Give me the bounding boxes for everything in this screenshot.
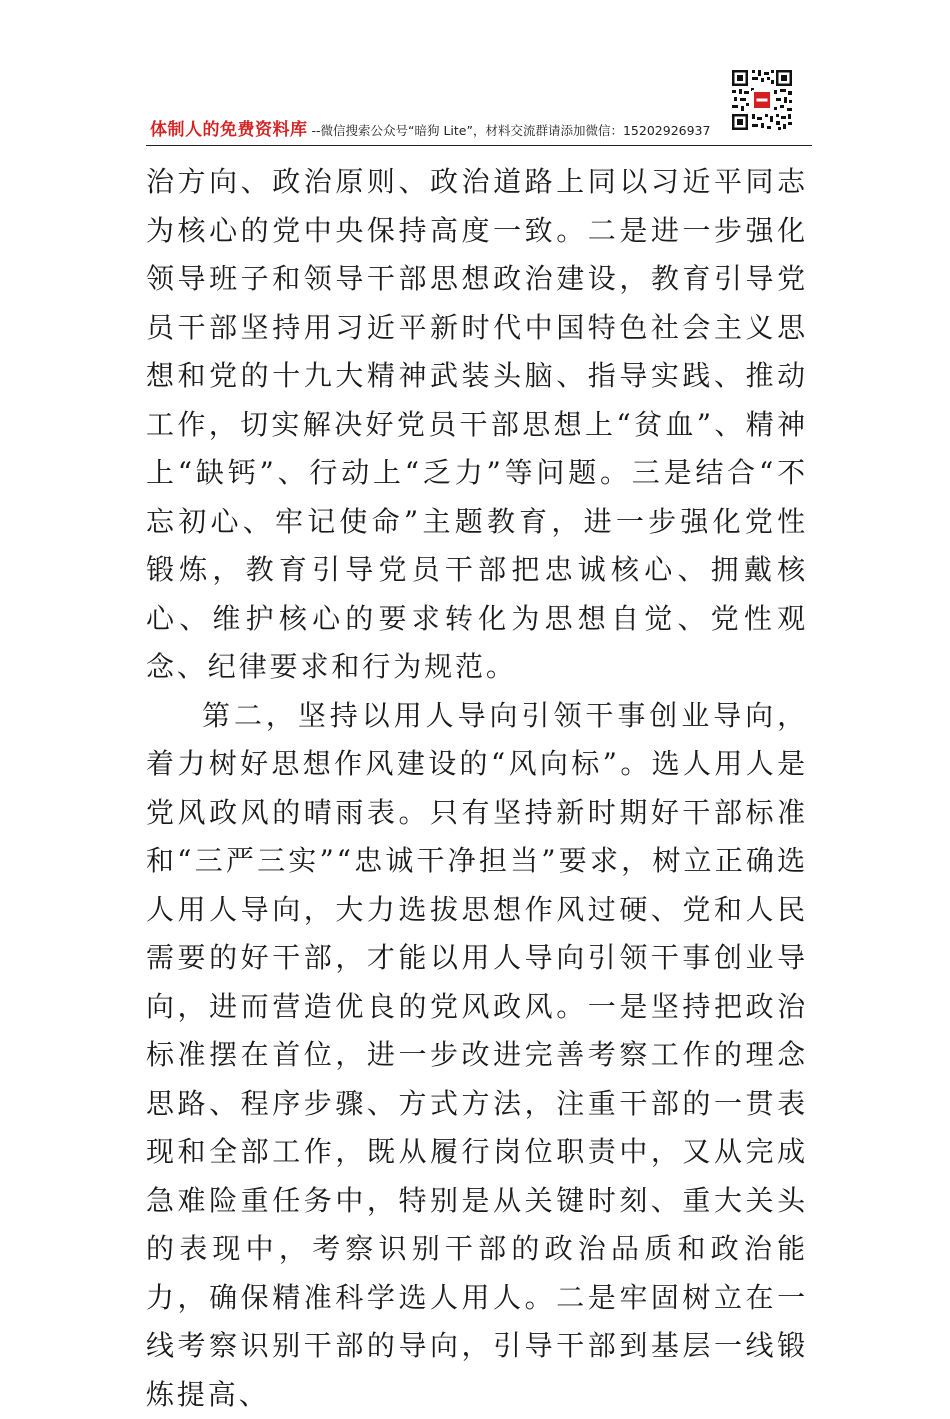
header-text-line xyxy=(150,120,710,141)
paragraph-second-point: 第二，坚持以用人导向引领干事创业导向，着力树好思想作风建设的“风向标”。选人用人是党风政风的晴雨表。只有坚持新时期好干部标准和“三严三实”“忠诚干净担当”要求，树立正确选人用人导向，大力选拔思想作风过硬、党和人民需要的好干部，才能以用人导向引领干事创业导向，进而营造优良的党风政风。一是坚持把政治标准摆在首位，进一步改进完善考察工作的理念思路、程序步骤、方式方法，注重干部的一贯表现和全部工作，既从履行岗位职责中，又从完成急难险重任务中，特别是从关键时刻、重大关头的表现中，考察识别干部的政治品质和政治能力，确保精准科学选人用人。二是牢固树立在一线考察识别干部的导向，引导干部到基层一线锻炼提高、 xyxy=(146,692,808,1419)
header-divider xyxy=(146,145,812,146)
qr-code-icon[interactable] xyxy=(730,68,794,132)
brand-title: 体制人的免费资料库 xyxy=(150,120,308,140)
header-tagline: --微信搜索公众号“暗狗 Lite”，材料交流群请添加微信：15202926937 xyxy=(312,123,711,138)
page-header xyxy=(146,68,812,146)
document-body xyxy=(146,158,808,1419)
paragraph-continued: 治方向、政治原则、政治道路上同以习近平同志为核心的党中央保持高度一致。二是进一步强化领导班子和领导干部思想政治建设，教育引导党员干部坚持用习近平新时代中国特色社会主义思想和党的十九大精神武装头脑、指导实践、推动工作，切实解决好党员干部思想上“贫血”、精神上“缺钙”、行动上“乏力”等问题。三是结合“不忘初心、牢记使命”主题教育，进一步强化党性锻炼，教育引导党员干部把忠诚核心、拥戴核心、维护核心的要求转化为思想自觉、党性观念、纪律要求和行为规范。 xyxy=(146,158,808,692)
